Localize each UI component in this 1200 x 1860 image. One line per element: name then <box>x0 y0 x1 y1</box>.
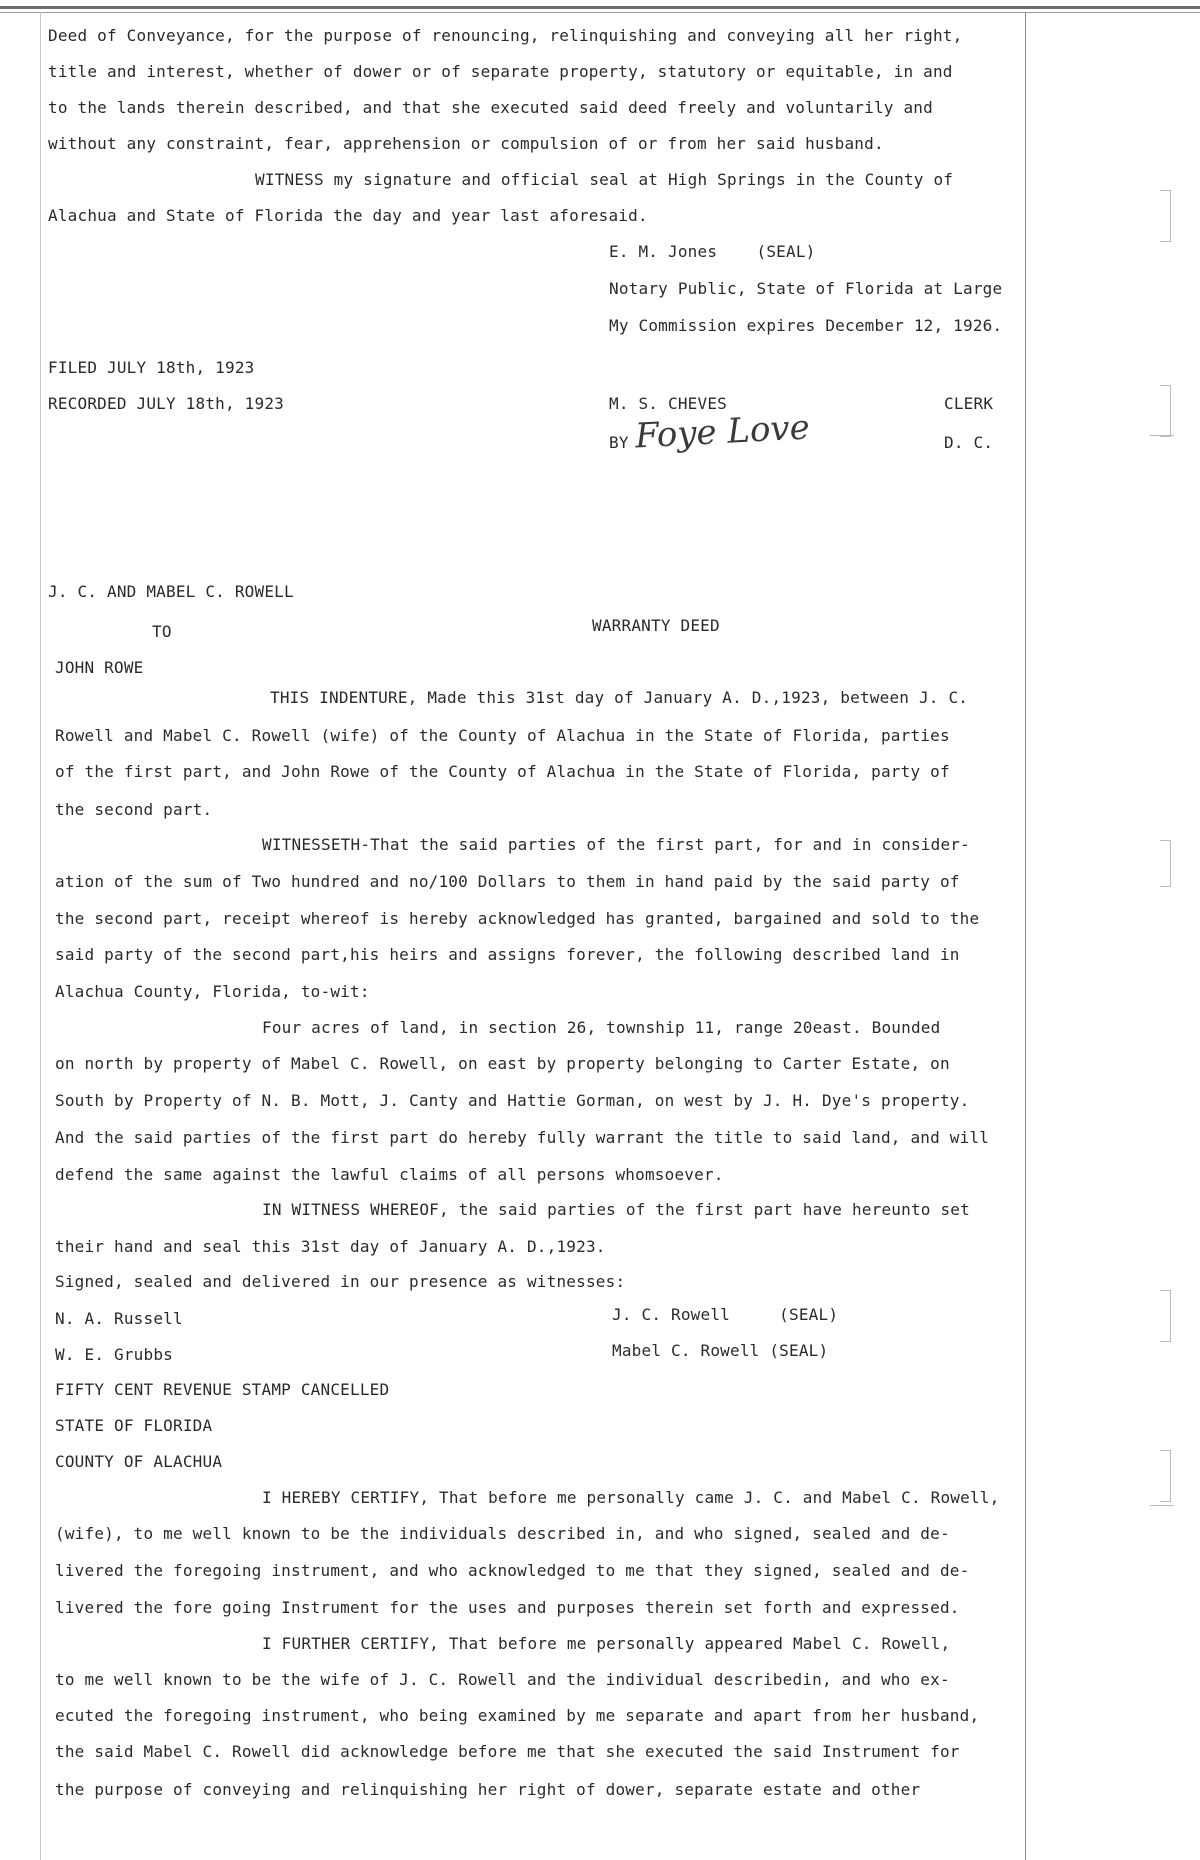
by-label: BY <box>609 433 629 452</box>
state-heading: STATE OF FLORIDA <box>55 1416 213 1435</box>
text-line: And the said parties of the first part do hereby fully warrant the title to said land, and will <box>55 1128 990 1147</box>
text-line: livered the foregoing instrument, and who acknowledged to me that they signed, sealed and de- <box>55 1561 970 1580</box>
notary-signature-line: E. M. Jones (SEAL) <box>609 242 816 261</box>
grantor-heading: J. C. AND MABEL C. ROWELL <box>48 582 294 601</box>
text-line: to the lands therein described, and that she executed said deed freely and voluntarily and <box>48 98 933 117</box>
to-heading: TO <box>152 622 172 641</box>
recorded-date: RECORDED JULY 18th, 1923 <box>48 394 284 413</box>
right-margin-rule <box>1025 12 1026 1860</box>
text-line: (wife), to me well known to be the individuals described in, and who signed, sealed and de- <box>55 1524 950 1543</box>
text-line: livered the fore going Instrument for the uses and purposes therein set forth and expressed. <box>55 1598 960 1617</box>
text-line: WITNESSETH-That the said parties of the first part, for and in consider- <box>262 835 970 854</box>
text-line: Alachua County, Florida, to-wit: <box>55 982 370 1001</box>
county-heading: COUNTY OF ALACHUA <box>55 1452 223 1471</box>
clerk-title: CLERK <box>944 394 994 413</box>
handwritten-signature: Foye Love <box>634 407 811 457</box>
text-line: their hand and seal this 31st day of January A. D.,1923. <box>55 1237 606 1256</box>
revenue-stamp-note: FIFTY CENT REVENUE STAMP CANCELLED <box>55 1380 390 1399</box>
margin-tick <box>1150 435 1174 436</box>
grantor-signature: Mabel C. Rowell (SEAL) <box>612 1341 829 1360</box>
text-line: without any constraint, fear, apprehension or compulsion of or from her said husband. <box>48 134 884 153</box>
margin-bracket <box>1160 190 1171 242</box>
margin-bracket <box>1160 1450 1171 1502</box>
grantee-heading: JOHN ROWE <box>55 658 144 677</box>
margin-tick <box>1150 1505 1174 1506</box>
text-line: Four acres of land, in section 26, township 11, range 20east. Bounded <box>262 1018 941 1037</box>
text-line: the second part, receipt whereof is hereby acknowledged has granted, bargained and sold to the <box>55 909 980 928</box>
text-line: Alachua and State of Florida the day and year last aforesaid. <box>48 206 648 225</box>
text-line: the purpose of conveying and relinquishing her right of dower, separate estate and other <box>55 1780 921 1799</box>
text-line: on north by property of Mabel C. Rowell, on east by property belonging to Carter Estate, on <box>55 1054 950 1073</box>
deputy-clerk-label: D. C. <box>944 433 994 452</box>
text-line: said party of the second part,his heirs and assigns forever, the following described land in <box>55 945 960 964</box>
text-line: the said Mabel C. Rowell did acknowledge before me that she executed the said Instrument for <box>55 1742 960 1761</box>
text-line: to me well known to be the wife of J. C. Rowell and the individual describedin, and who ex- <box>55 1670 950 1689</box>
text-line: ation of the sum of Two hundred and no/100 Dollars to them in hand paid by the said party of <box>55 872 960 891</box>
deed-title: WARRANTY DEED <box>592 616 720 635</box>
text-line: Rowell and Mabel C. Rowell (wife) of the County of Alachua in the State of Florida, parties <box>55 726 950 745</box>
margin-bracket <box>1160 1290 1171 1342</box>
text-line: the second part. <box>55 800 213 819</box>
top-border-thin <box>0 12 1200 13</box>
clerk-name: M. S. CHEVES <box>609 394 727 413</box>
witness-name: W. E. Grubbs <box>55 1345 173 1364</box>
text-line: Deed of Conveyance, for the purpose of renouncing, relinquishing and conveying all her right, <box>48 26 963 45</box>
witness-name: N. A. Russell <box>55 1309 183 1328</box>
text-line: of the first part, and John Rowe of the County of Alachua in the State of Florida, party of <box>55 762 950 781</box>
text-line: I HEREBY CERTIFY, That before me personally came J. C. and Mabel C. Rowell, <box>262 1488 1000 1507</box>
filed-date: FILED JULY 18th, 1923 <box>48 358 255 377</box>
text-line: South by Property of N. B. Mott, J. Canty and Hattie Gorman, on west by J. H. Dye's property. <box>55 1091 970 1110</box>
text-line: IN WITNESS WHEREOF, the said parties of the first part have hereunto set <box>262 1200 970 1219</box>
commission-expiry-line: My Commission expires December 12, 1926. <box>609 316 1003 335</box>
text-line: Signed, sealed and delivered in our presence as witnesses: <box>55 1272 626 1291</box>
text-line: THIS INDENTURE, Made this 31st day of January A. D.,1923, between J. C. <box>270 688 969 707</box>
text-line: I FURTHER CERTIFY, That before me personally appeared Mabel C. Rowell, <box>262 1634 951 1653</box>
text-line: title and interest, whether of dower or of separate property, statutory or equitable, in and <box>48 62 953 81</box>
margin-bracket <box>1160 840 1171 887</box>
grantor-signature: J. C. Rowell (SEAL) <box>612 1305 839 1324</box>
text-line: defend the same against the lawful claims of all persons whomsoever. <box>55 1165 724 1184</box>
text-line: WITNESS my signature and official seal at High Springs in the County of <box>255 170 954 189</box>
left-margin-rule <box>40 12 41 1860</box>
text-line: ecuted the foregoing instrument, who being examined by me separate and apart from her husband, <box>55 1706 980 1725</box>
top-border <box>0 6 1200 9</box>
margin-bracket <box>1160 385 1171 437</box>
notary-title-line: Notary Public, State of Florida at Large <box>609 279 1003 298</box>
